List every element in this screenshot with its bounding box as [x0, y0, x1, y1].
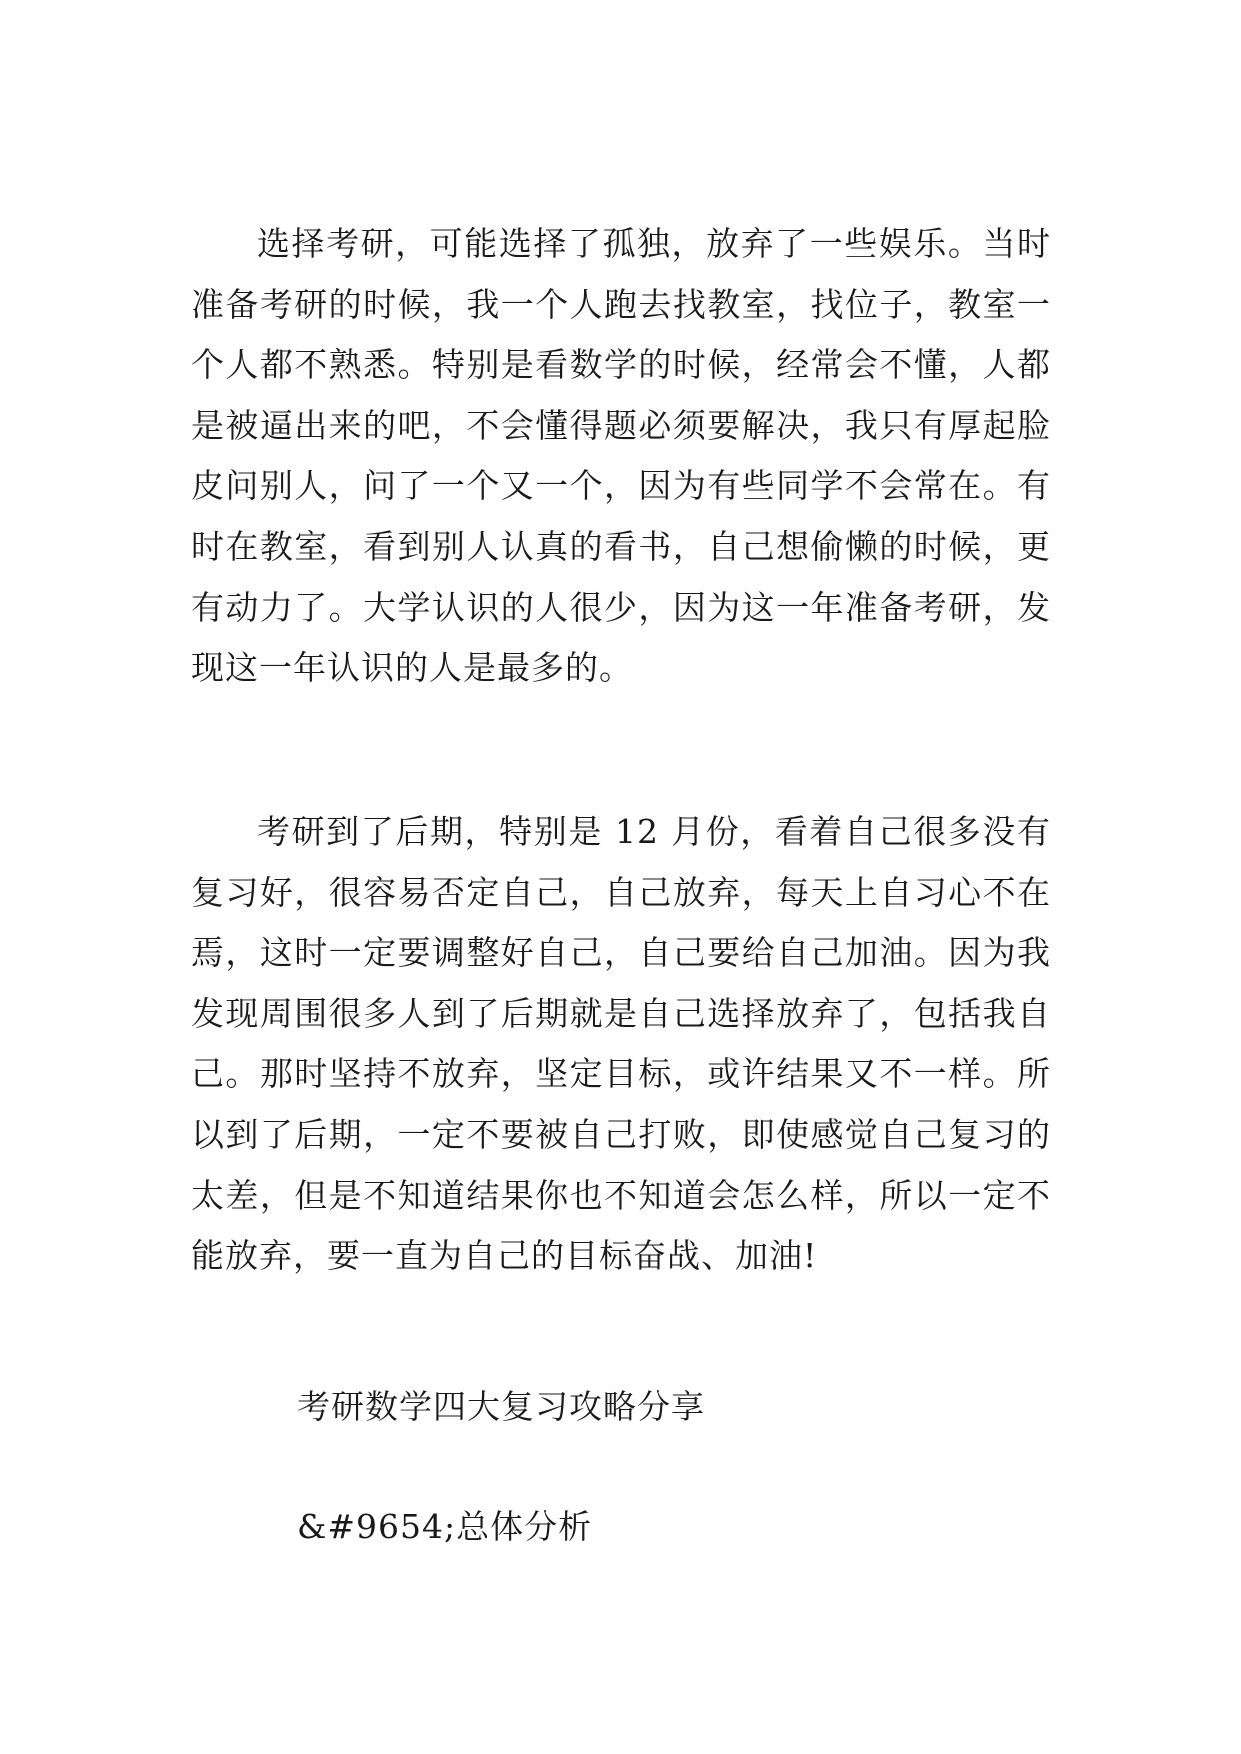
subsection-title: &#9654;总体分析 [297, 1507, 593, 1546]
body-paragraph: 选择考研，可能选择了孤独，放弃了一些娱乐。当时准备考研的时候，我一个人跑去找教室，找位子，教室一个人都不熟悉。特别是看数学的时候，经常会不懂，人都是被逼出来的吧，不会懂得题必须要解决，我只有厚起脸皮问别人，问了一个又一个，因为有些同学不会常在。有时在教室，看到别人认真的看书，自己想偷懒的时候，更有动力了。大学认识的人很少，因为这一年准备考研，发现这一年认识的人是最多的。 [191, 224, 1051, 688]
section-title: 考研数学四大复习攻略分享 [297, 1387, 705, 1426]
body-paragraph: 考研到了后期，特别是 12 月份，看着自己很多没有复习好，很容易否定自己，自己放弃，每天上自习心不在焉，这时一定要调整好自己，自己要给自己加油。因为我发现周围很多人到了后期就是自己选择放弃了，包括我自己。那时坚持不放弃，坚定目标，或许结果又不一样。所以到了后期，一定不要被自己打败，即使感觉自己复习的太差，但是不知道结果你也不知道会怎么样，所以一定不能放弃，要一直为自己的目标奋战、加油! [191, 812, 1051, 1276]
